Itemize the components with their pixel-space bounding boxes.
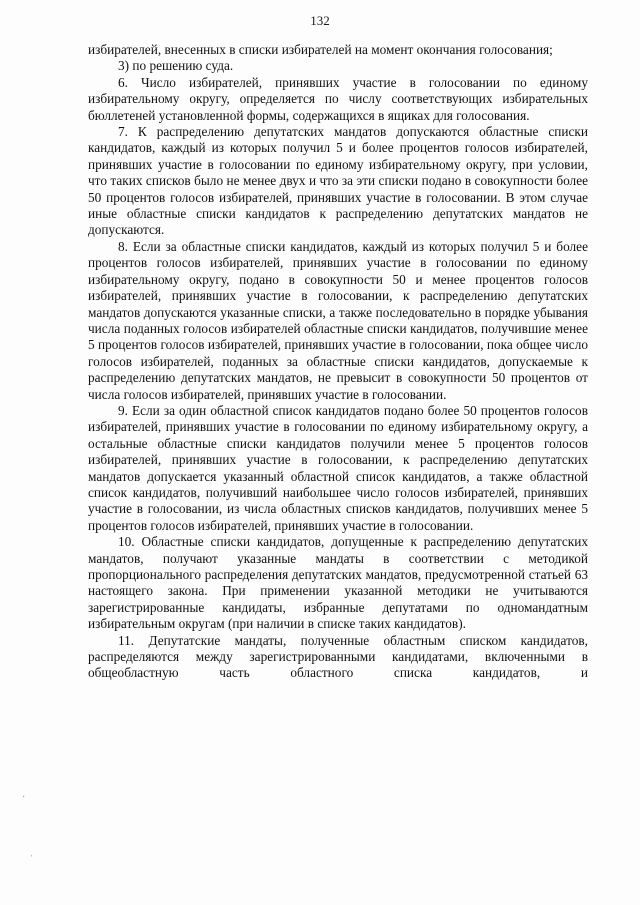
paragraph-11: 11. Депутатские мандаты, полученные областным списком кандидатов, распределяются между зарегистрированными кандидатами, включенными в общеобластную часть областного списка кандидатов, и — [88, 632, 588, 681]
paragraph-9: 9. Если за один областной список кандидатов подано более 50 процентов голосов избирателей, принявших участие в голосовании по единому избирательному округу, а остальные областные списки кандидатов получили менее 5 процентов голосов избирателей, принявших участие в голосовании, к распределению депутатских мандатов допускается указанный областной список кандидатов, а также областной список кандидатов, получивший наибольшее число голосов избирателей, принявших участие в голосовании, из числа областных списков кандидатов, получивших менее 5 процентов голосов избирателей, принявших участие в голосовании. — [88, 402, 588, 533]
paragraph-6: 6. Число избирателей, принявших участие в голосовании по единому избирательному округу, определяется по числу соответствующих избирательных бюллетеней установленной формы, содержащихся в ящиках для голосования. — [88, 74, 588, 123]
scan-speck: · — [22, 792, 26, 803]
paragraph-item-3: 3) по решению суда. — [118, 58, 234, 74]
document-body — [88, 42, 588, 682]
paragraph-7: 7. К распределению депутатских мандатов допускаются областные списки кандидатов, каждый из которых получил 5 и более процентов голосов избирателей, принявших участие в голосовании по единому избирательному округу, при условии, что таких списков было не менее двух и что за эти списки подано в совокупности более 50 процентов голосов избирателей, принявших участие в голосовании. В этом случае иные областные списки кандидатов к распределению депутатских мандатов не допускаются. — [88, 124, 588, 238]
paragraph-8: 8. Если за областные списки кандидатов, каждый из которых получил 5 и более процентов голосов избирателей, принявших участие в голосовании по единому избирательному округу, подано в совокупности 50 и менее процентов голосов избирателей, принявших участие в голосовании, к распределению депутатских мандатов допускаются указанные списки, а также последовательно в порядке убывания числа поданных голосов избирателей областные списки кандидатов, получившие менее 5 процентов голосов избирателей, принявших участие в голосовании, пока общее число голосов избирателей, поданных за областные списки кандидатов, допускаемые к распределению депутатских мандатов, не превысит в совокупности 50 процентов от числа голосов избирателей, принявших участие в голосовании. — [88, 238, 588, 402]
paragraph-10: 10. Областные списки кандидатов, допущенные к распределению депутатских мандатов, получают указанные мандаты в соответствии с методикой пропорционального распределения депутатских мандатов, предусмотренной статьей 63 настоящего закона. При применении указанной методики не учитываются зарегистрированные кандидаты, избранные депутатами по одномандатным избирательным округам (при наличии в списке таких кандидатов). — [88, 534, 588, 632]
page-number: 132 — [310, 13, 330, 28]
paragraph-continuation: избирателей, внесенных в списки избирателей на момент окончания голосования; — [88, 42, 553, 57]
scan-speck: ˌ — [30, 846, 34, 857]
